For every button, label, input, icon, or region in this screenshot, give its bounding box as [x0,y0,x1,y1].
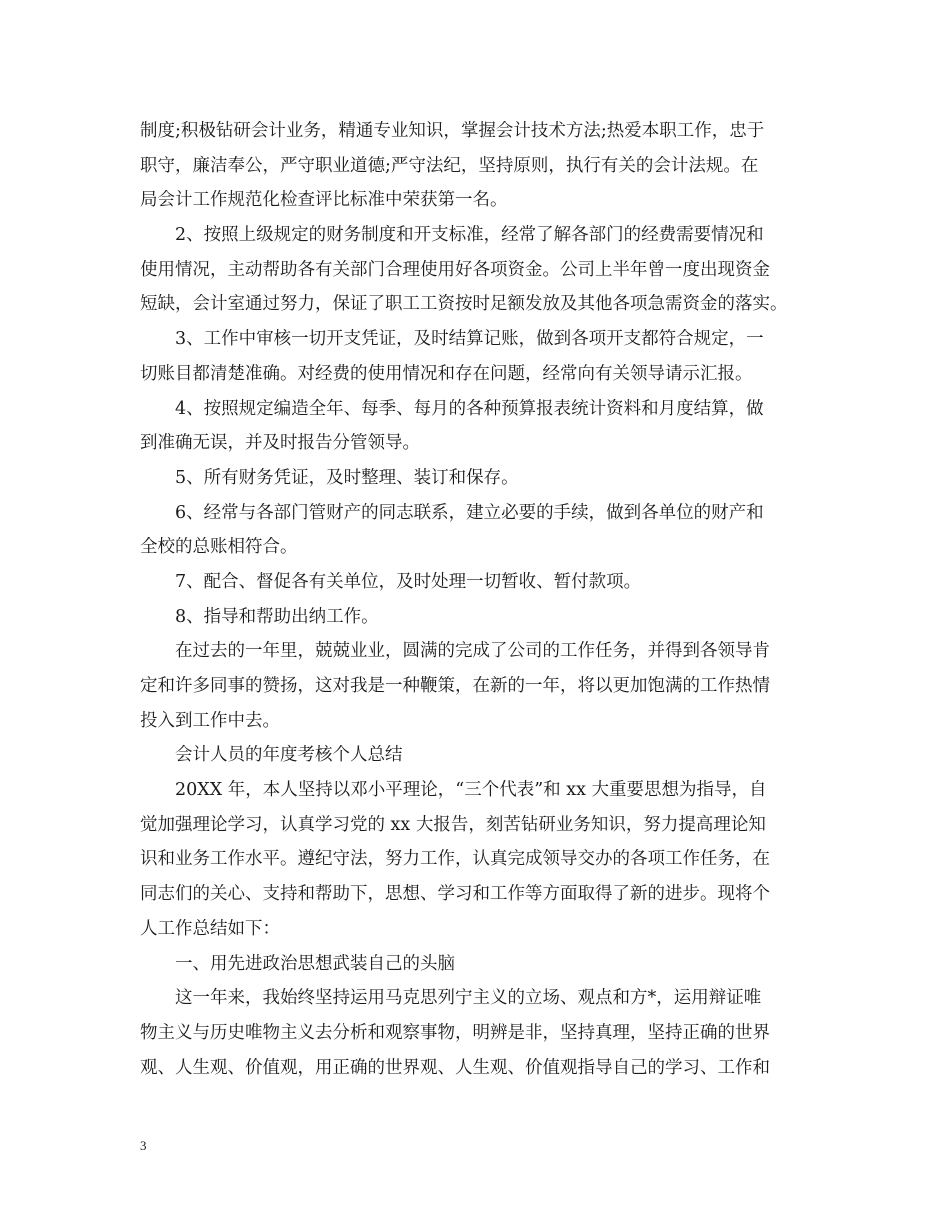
text-line: 2、按照上级规定的财务制度和开支标准，经常了解各部门的经费需要情况和 [175,225,764,246]
text-line: 人工作总结如下： [140,918,280,939]
text-line: 觉加强理论学习，认真学习党的 xx 大报告，刻苦钻研业务知识，努力提高理论知 [140,814,766,835]
text-line: 使用情况，主动帮助各有关部门合理使用好各项资金。公司上半年曾一度出现资金 [140,259,770,280]
document-body [140,114,820,1085]
text-line: 同志们的关心、支持和帮助下，思想、学习和工作等方面取得了新的进步。现将个 [140,884,770,905]
text-line: 切账目都清楚准确。对经费的使用情况和存在问题，经常向有关领导请示汇报。 [140,363,753,384]
text-line: 一、用先进政治思想武装自己的头脑 [175,953,455,974]
text-line: 这一年来，我始终坚持运用马克思列宁主义的立场、观点和方*，运用辩证唯 [175,988,762,1009]
text-line: 职守，廉洁奉公，严守职业道德;严守法纪，坚持原则，执行有关的会计法规。在 [140,155,759,176]
text-line: 短缺，会计室通过努力，保证了职工工资按时足额发放及其他各项急需资金的落实。 [140,294,788,315]
text-line: 7、配合、督促各有关单位，及时处理一切暂收、暂付款项。 [175,571,642,592]
page-number: 3 [140,1138,147,1153]
text-line: 5、所有财务凭证，及时整理、装订和保存。 [175,467,519,488]
text-line: 8、指导和帮助出纳工作。 [175,606,379,627]
text-line: 全校的总账相符合。 [140,537,298,558]
text-line: 投入到工作中去。 [140,710,280,731]
text-line: 会计人员的年度考核个人总结 [175,745,403,766]
text-line: 观、人生观、价值观，用正确的世界观、人生观、价值观指导自己的学习、工作和 [140,1057,770,1078]
text-line: 定和许多同事的赞扬，这对我是一种鞭策，在新的一年，将以更加饱满的工作热情 [140,676,770,696]
text-line: 制度;积极钻研会计业务，精通专业知识，掌握会计技术方法;热爱本职工作，忠于 [140,121,765,141]
text-line: 物主义与历史唯物主义去分析和观察事物，明辨是非，坚持真理，坚持正确的世界 [140,1022,770,1043]
text-line: 6、经常与各部门管财产的同志联系，建立必要的手续，做到各单位的财产和 [175,502,764,523]
text-line: 局会计工作规范化检查评比标准中荣获第一名。 [140,190,508,211]
text-line: 20XX 年，本人坚持以邓小平理论，“三个代表”和 xx 大重要思想为指导，自 [175,780,767,801]
text-line: 到准确无误，并及时报告分管领导。 [140,433,420,454]
text-line: 识和业务工作水平。遵纪守法，努力工作，认真完成领导交办的各项工作任务，在 [140,849,770,870]
text-line: 4、按照规定编造全年、每季、每月的各种预算报表统计资料和月度结算，做 [175,398,764,419]
text-line: 3、工作中审核一切开支凭证，及时结算记账，做到各项开支都符合规定，一 [175,329,764,350]
text-line: 在过去的一年里，兢兢业业，圆满的完成了公司的工作任务，并得到各领导肯 [175,641,770,662]
